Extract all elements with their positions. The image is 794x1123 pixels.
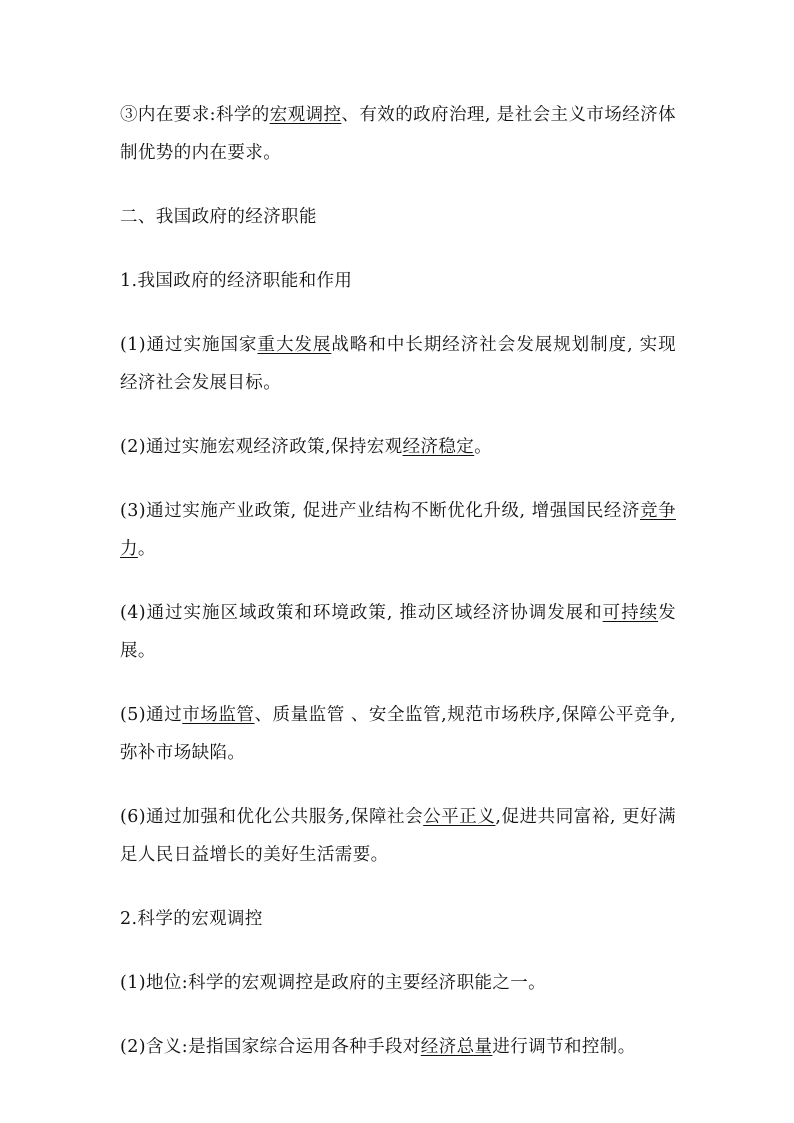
underlined-term: 经济总量	[420, 1037, 493, 1057]
underlined-term: 重大发展	[257, 335, 332, 355]
list-item	[120, 696, 676, 772]
list-item	[120, 594, 676, 670]
subsection-heading: 1.我国政府的经济职能和作用	[120, 271, 353, 291]
text-run: (2)含义:是指国家综合运用各种手段对	[120, 1037, 421, 1057]
text-run: 。	[474, 437, 493, 457]
list-item: (1)地位:科学的宏观调控是政府的主要经济职能之一。	[120, 973, 547, 993]
text-run: (6)通过加强和优化公共服务,保障社会	[120, 807, 424, 827]
text-run: 进行调节和控制。	[492, 1037, 636, 1057]
underlined-term: 经济稳定	[402, 437, 475, 457]
list-item	[120, 428, 676, 466]
list-item	[120, 326, 676, 402]
underlined-term: 公平正义	[423, 807, 496, 827]
text-run: (4)通过实施区域政策和环境政策, 推动区域经济协调发展和	[120, 603, 603, 623]
text-run: (5)通过	[120, 705, 183, 725]
text-run: 。	[137, 539, 156, 559]
text-run: (2)通过实施宏观经济政策,保持宏观	[120, 437, 403, 457]
section-heading: 二、我国政府的经济职能	[120, 207, 317, 227]
underlined-term: 市场监管	[182, 705, 255, 725]
underlined-term: 可持续	[602, 603, 659, 623]
underlined-term: 竞争力	[120, 501, 676, 559]
text-run: (1)通过实施国家	[120, 335, 258, 355]
underlined-term: 宏观调控	[269, 105, 342, 125]
text-run: 、质量监管 、安全监管,规范市场秩序,保障公平竞争,弥补市场缺陷。	[120, 705, 676, 763]
paragraph-inner-requirement	[120, 96, 676, 172]
text-run: (3)通过实施产业政策, 促进产业结构不断优化升级, 增强国民经济	[120, 501, 641, 521]
text-run: ③内在要求:科学的	[120, 105, 270, 125]
list-item	[120, 1028, 676, 1066]
list-item	[120, 798, 676, 874]
text-run: ,促进共同富裕, 更好满足人民日益增长的美好生活需要。	[120, 807, 677, 865]
text-run: 、有效的政府治理, 是社会主义市场经济体制优势的内在要求。	[120, 105, 676, 163]
text-run: 发展。	[120, 603, 677, 661]
document-body	[120, 96, 676, 1092]
text-run: 战略和中长期经济社会发展规划制度, 实现经济社会发展目标。	[120, 335, 677, 393]
list-item	[120, 492, 676, 568]
subsection-heading: 2.科学的宏观调控	[120, 909, 263, 929]
